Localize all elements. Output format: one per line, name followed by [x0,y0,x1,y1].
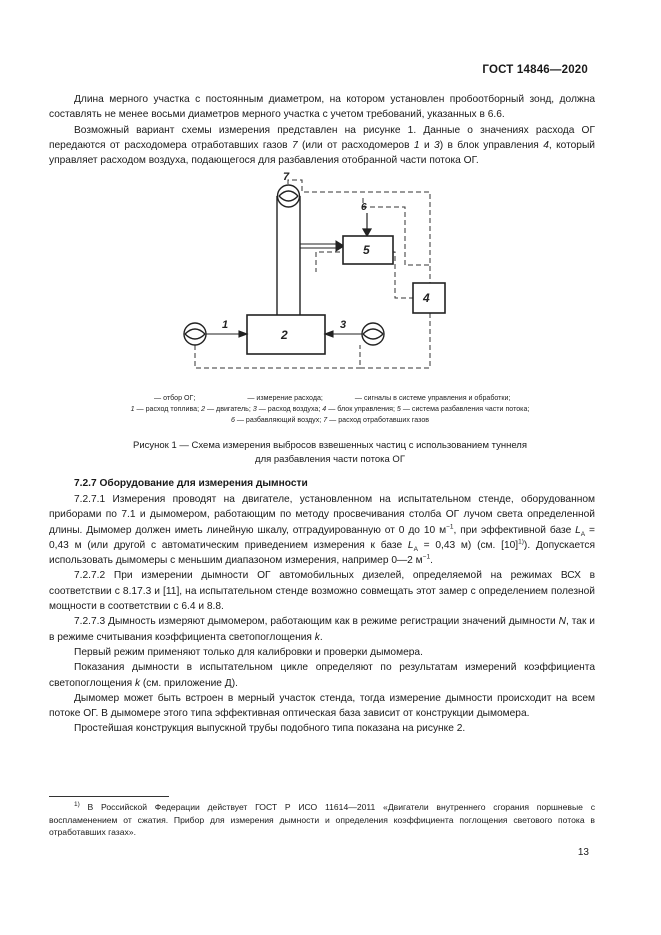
section-heading: 7.2.7 Оборудование для измерения дымности [74,478,308,489]
intro-paragraph-1: Длина мерного участка с постоянным диаметром, на котором установлен пробоотборный зонд, должна составлять не менее восьми диаметров мерного участка с учетом требований, указанных в 6.6. [49,94,595,121]
air-flow-arrow [325,331,362,337]
footnote [49,801,595,839]
sample-extraction-arrow [300,241,344,251]
paragraph-7-2-7-3: 7.2.7.3 Дымность измеряют дымомером, работающим как в режиме регистрации значений дымности N, так и в режиме считывания коэффициента светопоглощения k. [49,616,595,643]
figure-caption [40,439,620,467]
label-4: 4 [423,291,430,305]
legend-line-2: 1 — расход топлива; 2 — двигатель; 3 — расход воздуха; 4 — блок управления; 5 — система разбавления части потока; [130,405,530,413]
figure-caption-line-1: Рисунок 1 — Схема измерения выбросов взвешенных частиц с использованием туннеля [133,440,527,451]
label-5: 5 [363,243,370,257]
footnote-marker: 1) [74,801,80,809]
paragraph-first-mode: Первый режим применяют только для калибровки и проверки дымомера. [74,646,423,658]
flowmeter-7-icon [278,185,300,207]
label-2: 2 [281,328,288,342]
flowmeter-3-icon [362,323,384,345]
legend-line-3: 6 — разбавляющий воздух; 7 — расход отработавших газов [230,416,430,424]
paragraph-simplest-design: Простейшая конструкция выпускной трубы подобного типа показана на рисунке 2. [74,723,466,735]
document-code: ГОСТ 14846—2020 [482,64,588,76]
figure-caption-line-2: для разбавления части потока ОГ [255,454,405,465]
exhaust-pipe [277,196,300,315]
measurement-scheme-diagram [0,0,661,380]
paragraph-7-2-7-2: 7.2.7.2 При измерении дымности ОГ автомобильных дизелей, определяемой на режимах ВСХ в соответствии с 8.17.3 и [11], на испытательном стенде возможно совмещать этот замер с определением полезной мощности в соответствии с 6.4 и 8.8. [49,570,595,613]
flowmeter-1-icon [184,323,206,345]
section-text [49,492,595,737]
dilution-air-arrow [363,213,371,236]
label-3: 3 [340,319,347,331]
footnote-separator [49,796,169,797]
label-1: 1 [222,319,229,331]
paragraph-built-in: Дымомер может быть встроен в мерный участок стенда, тогда измерение дымности происходит на всем потоке ОГ. В дымомере этого типа эффективная оптическая база зависит от конструкции дымомера. [49,692,595,720]
intro-paragraph-2: Возможный вариант схемы измерения представлен на рисунке 1. Данные о значениях расхода ОГ передаются от расходомера отработавших газов 7 (или от расходомеров 1 и 3) в блок управления 4, который управляет расходом воздуха, подающегося для разбавления отобранной части потока ОГ. [49,124,595,167]
footnote-text: В Российской Федерации действует ГОСТ Р ИСО 11614—2011 «Двигатели внутреннего сгорания поршневые с воспламенением от сжатия. Прибор для измерения дымности и определения коэффициента поглощения светового потока в отработавших газах». [49,802,595,837]
fuel-flow-arrow [206,331,247,337]
label-6: 6 [361,202,367,213]
label-7: 7 [283,171,290,183]
page-number: 13 [577,847,589,858]
paragraph-7-2-7-1: 7.2.7.1 Измерения проводят на двигателе, установленном на испытательном стенде, оборудованном приборами по 7.1 и дымомером, работающим по методу просвечивания столба ОГ лучом света определенной длины. Дымомер должен иметь линейную шкалу, отградуированную от 0 до 10 $м^{-1}$, при эффективной базе $L_A = 0,43$ м (или другой с автоматическим приведением измерения к базе $L_A = 0,43$ м) (см. $[10]^{1)}$). Допускается использовать дымомеры с меньшим диапазоном измерения, например 0—2 $м^{-1}$. [49,494,595,567]
legend-line-1: — отбор ОГ; — измерение расхода; — сигналы в системе управления и обработки; [154,394,511,402]
paragraph-readings: Показания дымности в испытательном цикле определяют по результатам измерений коэффициента светопоглощения k (см. приложение Д). [49,662,595,689]
